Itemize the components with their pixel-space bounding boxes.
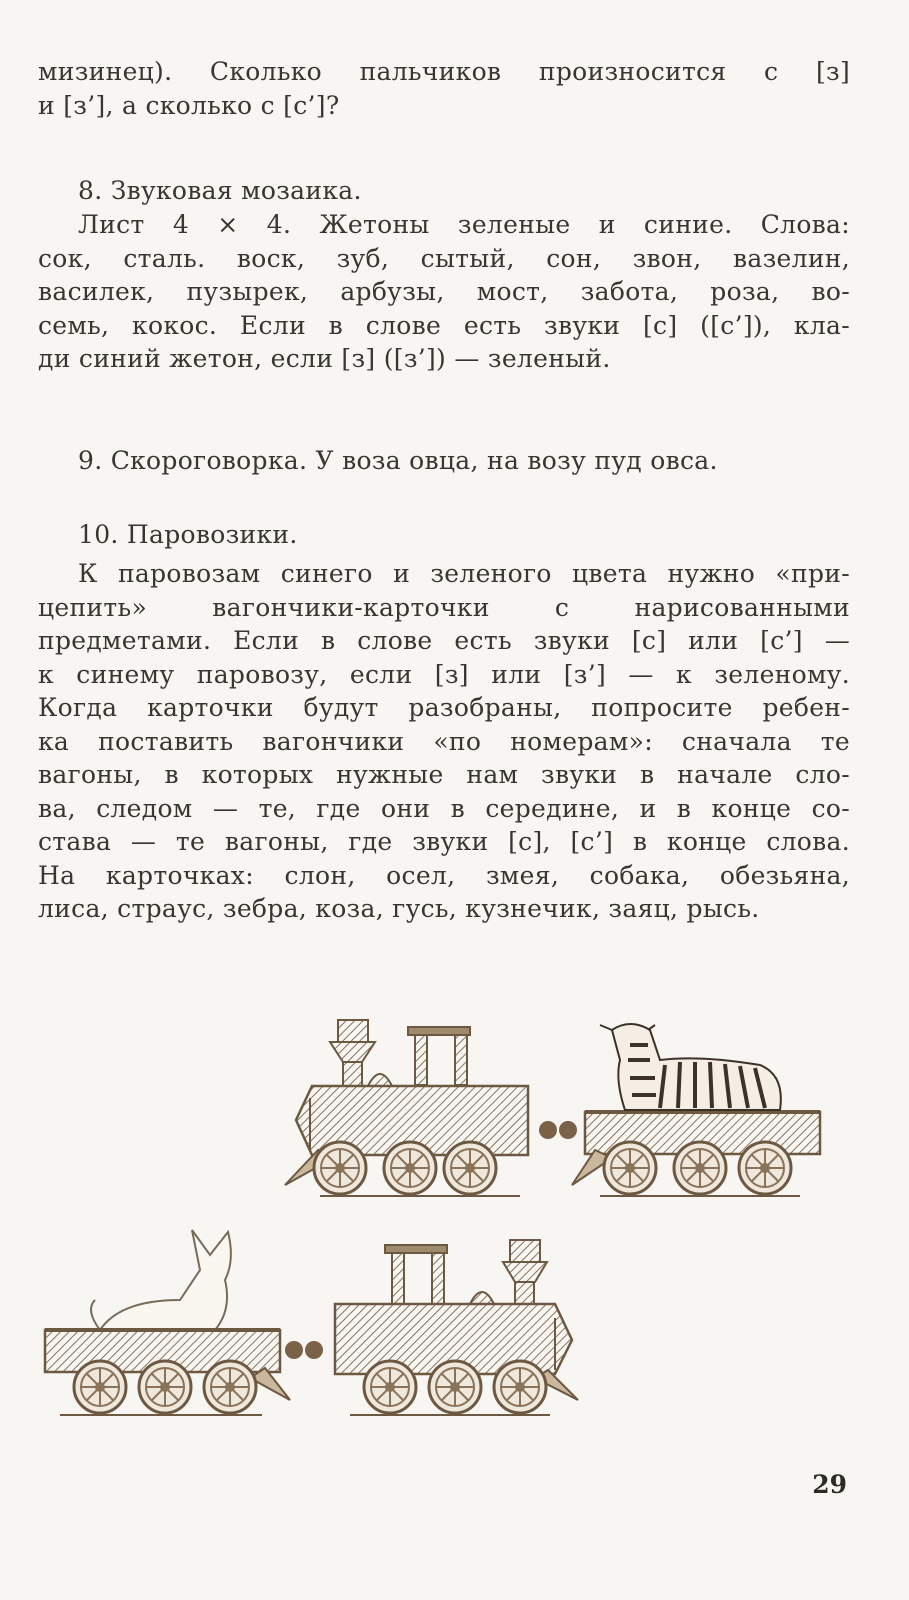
exercise-10-title: 10. Паровозики. <box>78 520 298 549</box>
text-line: мизинец). Сколько пальчиков произносится с [з] <box>38 57 850 86</box>
exercise-8-title: 8. Звуковая мозаика. <box>78 176 362 205</box>
locomotive-icon <box>285 1020 528 1196</box>
coupling-icon <box>285 1341 323 1359</box>
page-number: 29 <box>812 1470 847 1499</box>
text-line: Когда карточки будут разобраны, попросите ребен- <box>38 693 850 722</box>
fox-icon <box>91 1230 231 1330</box>
wagon-icon <box>572 1112 820 1196</box>
wagon-icon <box>45 1330 290 1415</box>
text-line: ва, следом — те, где они в середине, и в конце со- <box>38 793 850 823</box>
locomotive-icon <box>335 1240 578 1415</box>
text-line: На карточках: слон, осел, змея, собака, обезьяна, <box>38 860 850 890</box>
zebra-icon <box>600 1024 781 1110</box>
text-line: семь, кокос. Если в слове есть звуки [с] ([с’]), кла- <box>38 310 850 340</box>
text-line: сок, сталь. воск, зуб, сытый, сон, звон, вазелин, <box>38 243 850 273</box>
text-line: става — те вагоны, где звуки [с], [с’] в конце слова. <box>38 827 850 856</box>
text-line: лиса, страус, зебра, коза, гусь, кузнечик, заяц, рысь. <box>38 894 760 923</box>
text-line: вагоны, в которых нужные нам звуки в начале сло- <box>38 760 850 789</box>
text-line: предметами. Если в слове есть звуки [с] или [с’] — <box>38 626 850 655</box>
text-line: и [з’], а сколько с [с’]? <box>38 90 340 120</box>
coupling-icon <box>539 1121 577 1139</box>
text-line: к синему паровозу, если [з] или [з’] — к зеленому. <box>38 659 850 689</box>
text-line: ди синий жетон, если [з] ([з’]) — зеленый. <box>38 344 611 373</box>
exercise-9-tongue-twister: 9. Скороговорка. У воза овца, на возу пуд овса. <box>78 446 718 475</box>
text-line: цепить» вагончики-карточки с нарисованными <box>38 592 850 622</box>
text-line: ка поставить вагончики «по номерам»: сначала те <box>38 726 850 756</box>
text-line: василек, пузырек, арбузы, мост, забота, роза, во- <box>38 277 850 306</box>
text-line: К паровозам синего и зеленого цвета нужно «при- <box>78 559 850 588</box>
text-line: Лист 4 × 4. Жетоны зеленые и синие. Слова: <box>78 210 850 239</box>
